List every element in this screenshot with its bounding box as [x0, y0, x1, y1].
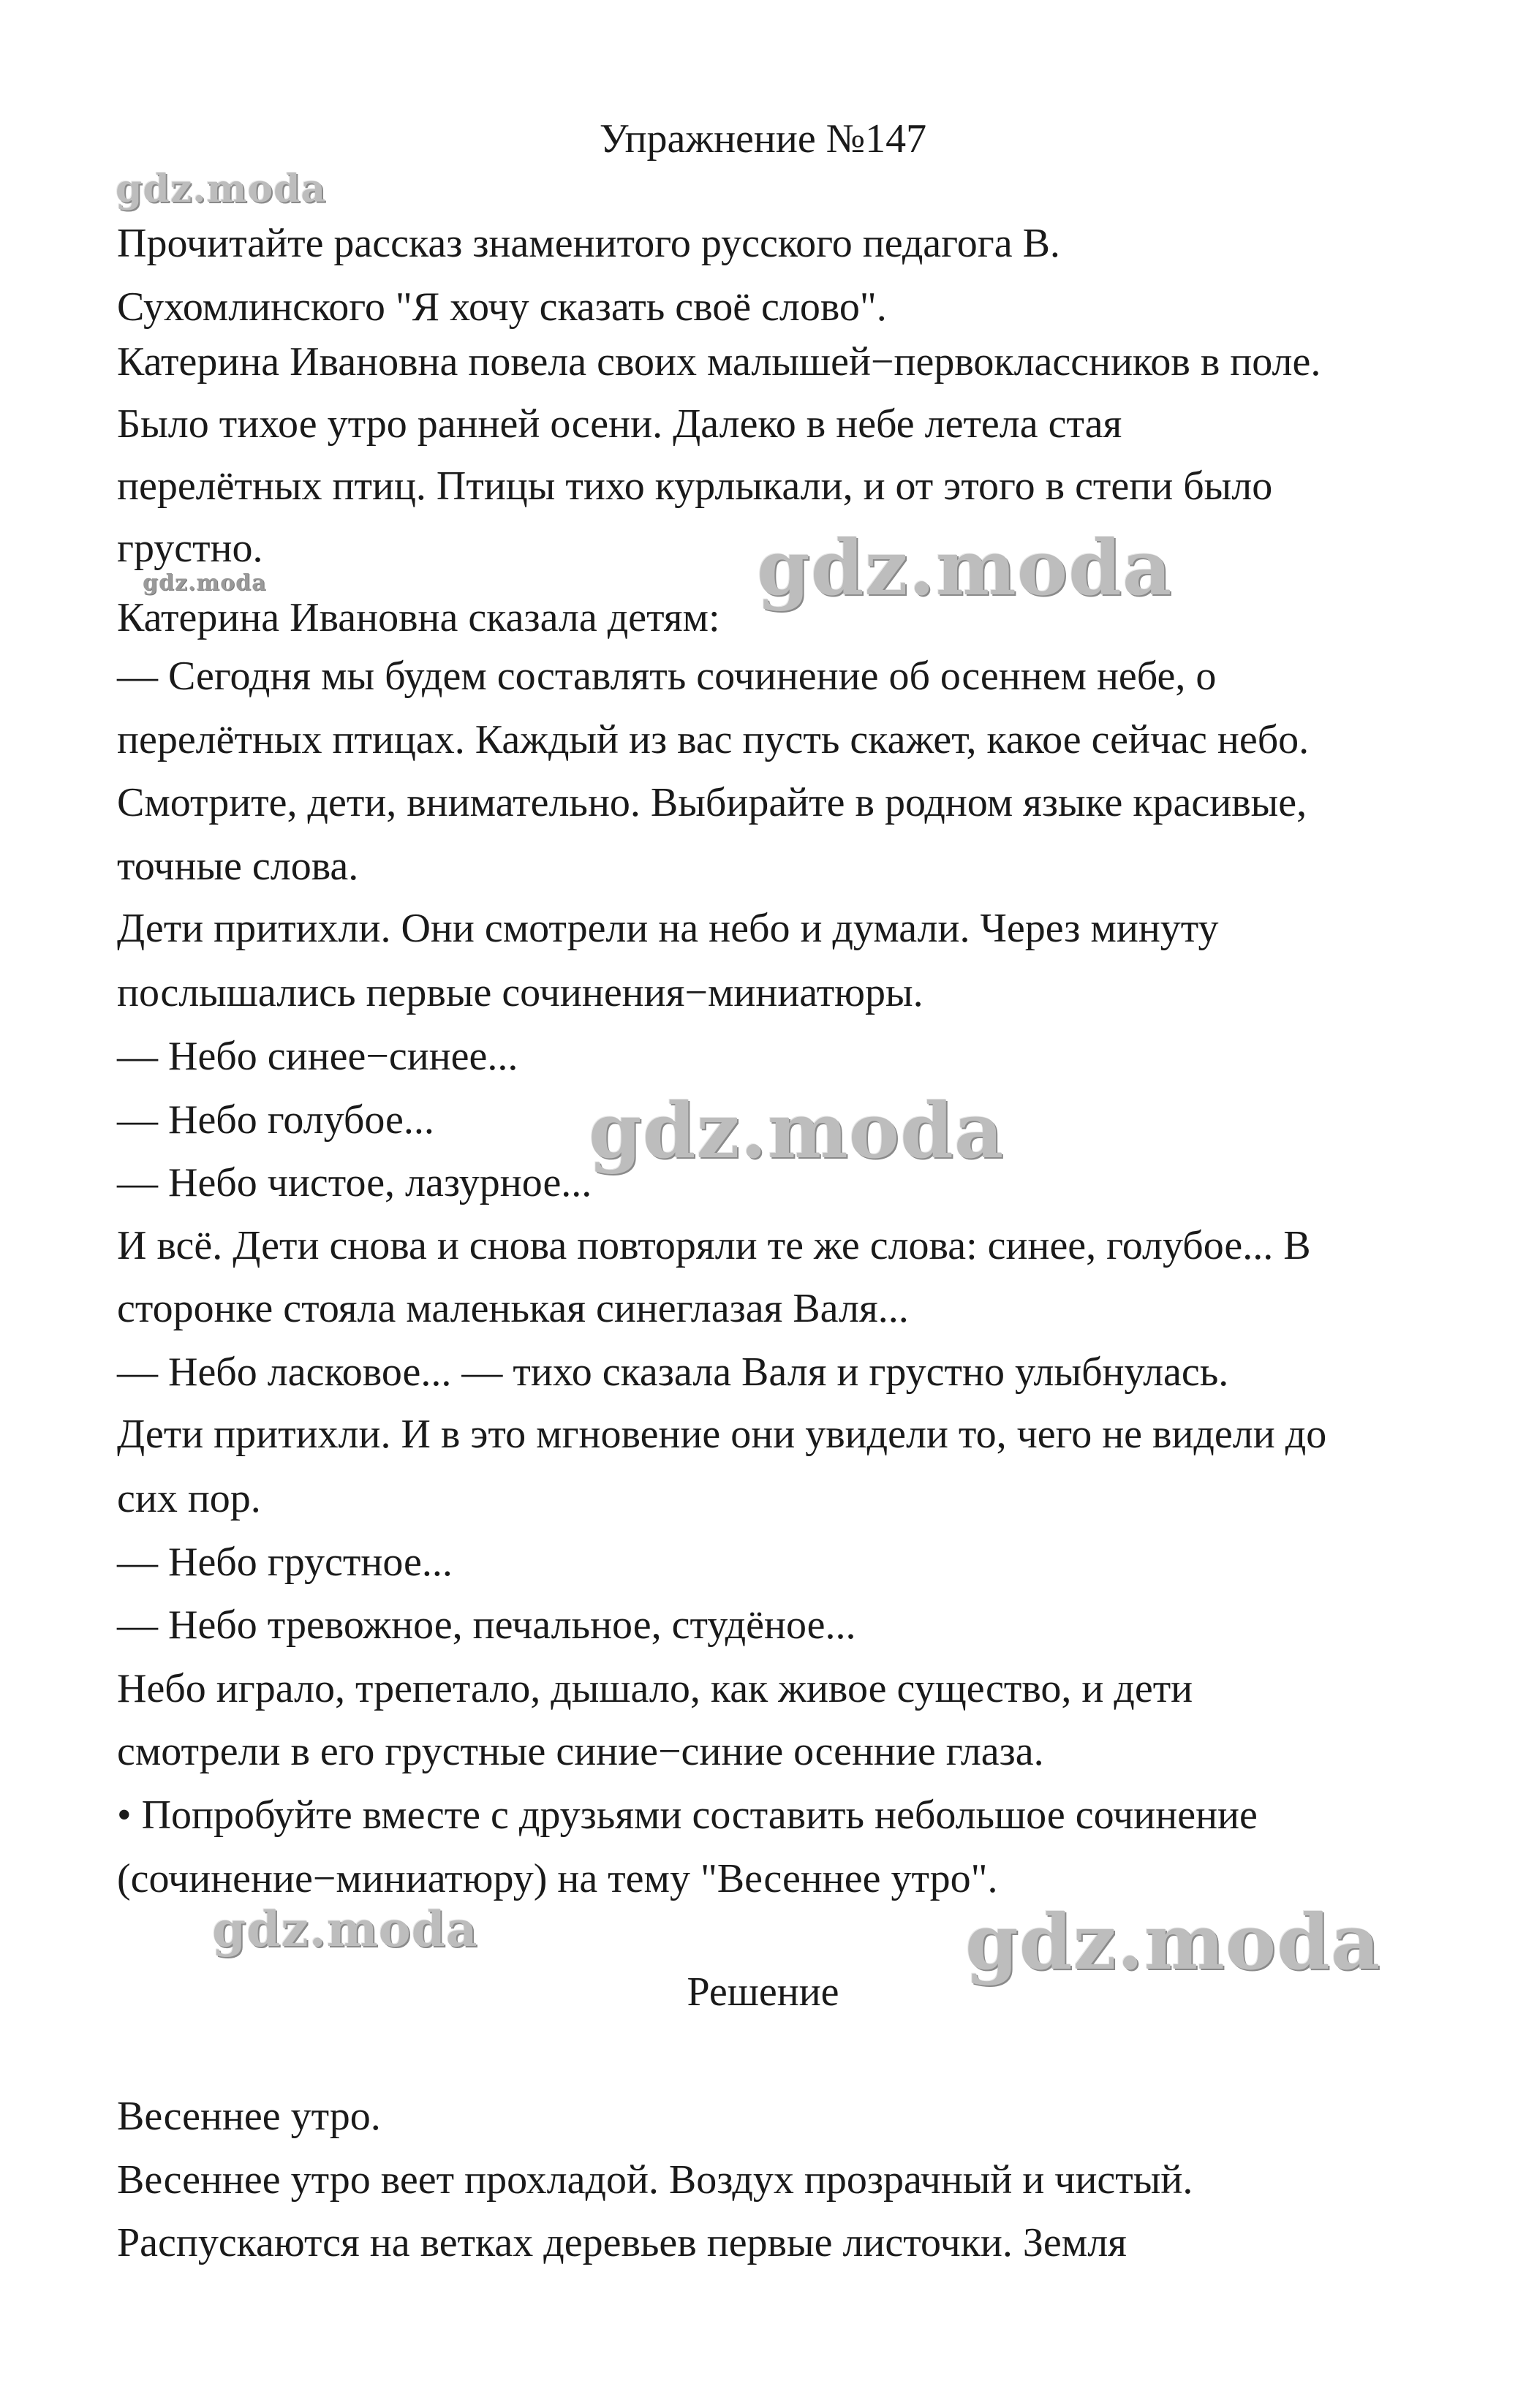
text-line: — Небо грустное...	[117, 1540, 453, 1585]
text-line: смотрели в его грустные синие−синие осенние глаза.	[117, 1729, 1044, 1774]
solution-line: Весеннее утро.	[117, 2094, 381, 2139]
exercise-title: Упражнение №147	[599, 116, 927, 162]
text-line: Дети притихли. Они смотрели на небо и думали. Через минуту	[117, 906, 1219, 951]
watermark-logo: gdz.moda	[116, 167, 327, 211]
text-line: Было тихое утро ранней осени. Далеко в небе летела стая	[117, 401, 1122, 447]
text-line: сих пор.	[117, 1476, 261, 1521]
text-line: И всё. Дети снова и снова повторяли те же слова: синее, голубое... В	[117, 1223, 1311, 1268]
text-line: Прочитайте рассказ знаменитого русского педагога В.	[117, 221, 1060, 266]
text-line: сторонке стояла маленькая синеглазая Валя...	[117, 1286, 909, 1331]
solution-heading: Решение	[687, 1969, 839, 2015]
text-line: — Небо ласковое... — тихо сказала Валя и грустно улыбнулась.	[117, 1349, 1229, 1395]
text-line: Сухомлинского "Я хочу сказать своё слово".	[117, 284, 887, 330]
watermark-logo: gdz.moda	[757, 523, 1173, 613]
text-line: Небо играло, трепетало, дышало, как живое существо, и дети	[117, 1666, 1193, 1711]
text-line: Катерина Ивановна сказала детям:	[117, 595, 720, 640]
watermark-logo: gdz.moda	[143, 570, 267, 596]
text-line: грустно.	[117, 526, 263, 571]
text-line: — Сегодня мы будем составлять сочинение об осеннем небе, о	[117, 654, 1217, 699]
text-line: — Небо синее−синее...	[117, 1034, 518, 1079]
text-line: Катерина Ивановна повела своих малышей−первоклассников в поле.	[117, 339, 1321, 385]
watermark-logo: gdz.moda	[589, 1086, 1005, 1175]
text-line: — Небо тревожное, печальное, студёное...	[117, 1602, 856, 1648]
text-line: перелётных птицах. Каждый из вас пусть скажет, какое сейчас небо.	[117, 717, 1310, 762]
watermark-logo: gdz.moda	[212, 1901, 478, 1958]
text-line: — Небо чистое, лазурное...	[117, 1160, 592, 1205]
text-line: Дети притихли. И в это мгновение они увидели то, чего не видели до	[117, 1412, 1327, 1457]
text-line: (сочинение−миниатюру) на тему "Весеннее утро".	[117, 1856, 998, 1901]
solution-line: Распускаются на ветках деревьев первые листочки. Земля	[117, 2220, 1127, 2265]
watermark-logo: gdz.moda	[965, 1897, 1381, 1987]
text-line: послышались первые сочинения−миниатюры.	[117, 970, 923, 1015]
solution-line: Весеннее утро веет прохладой. Воздух прозрачный и чистый.	[117, 2157, 1193, 2203]
text-line: Смотрите, дети, внимательно. Выбирайте в родном языке красивые,	[117, 780, 1307, 825]
text-line: перелётных птиц. Птицы тихо курлыкали, и от этого в степи было	[117, 463, 1273, 509]
text-line: точные слова.	[117, 844, 359, 889]
text-line: — Небо голубое...	[117, 1097, 434, 1143]
text-line: • Попробуйте вместе с друзьями составить небольшое сочинение	[117, 1792, 1258, 1838]
